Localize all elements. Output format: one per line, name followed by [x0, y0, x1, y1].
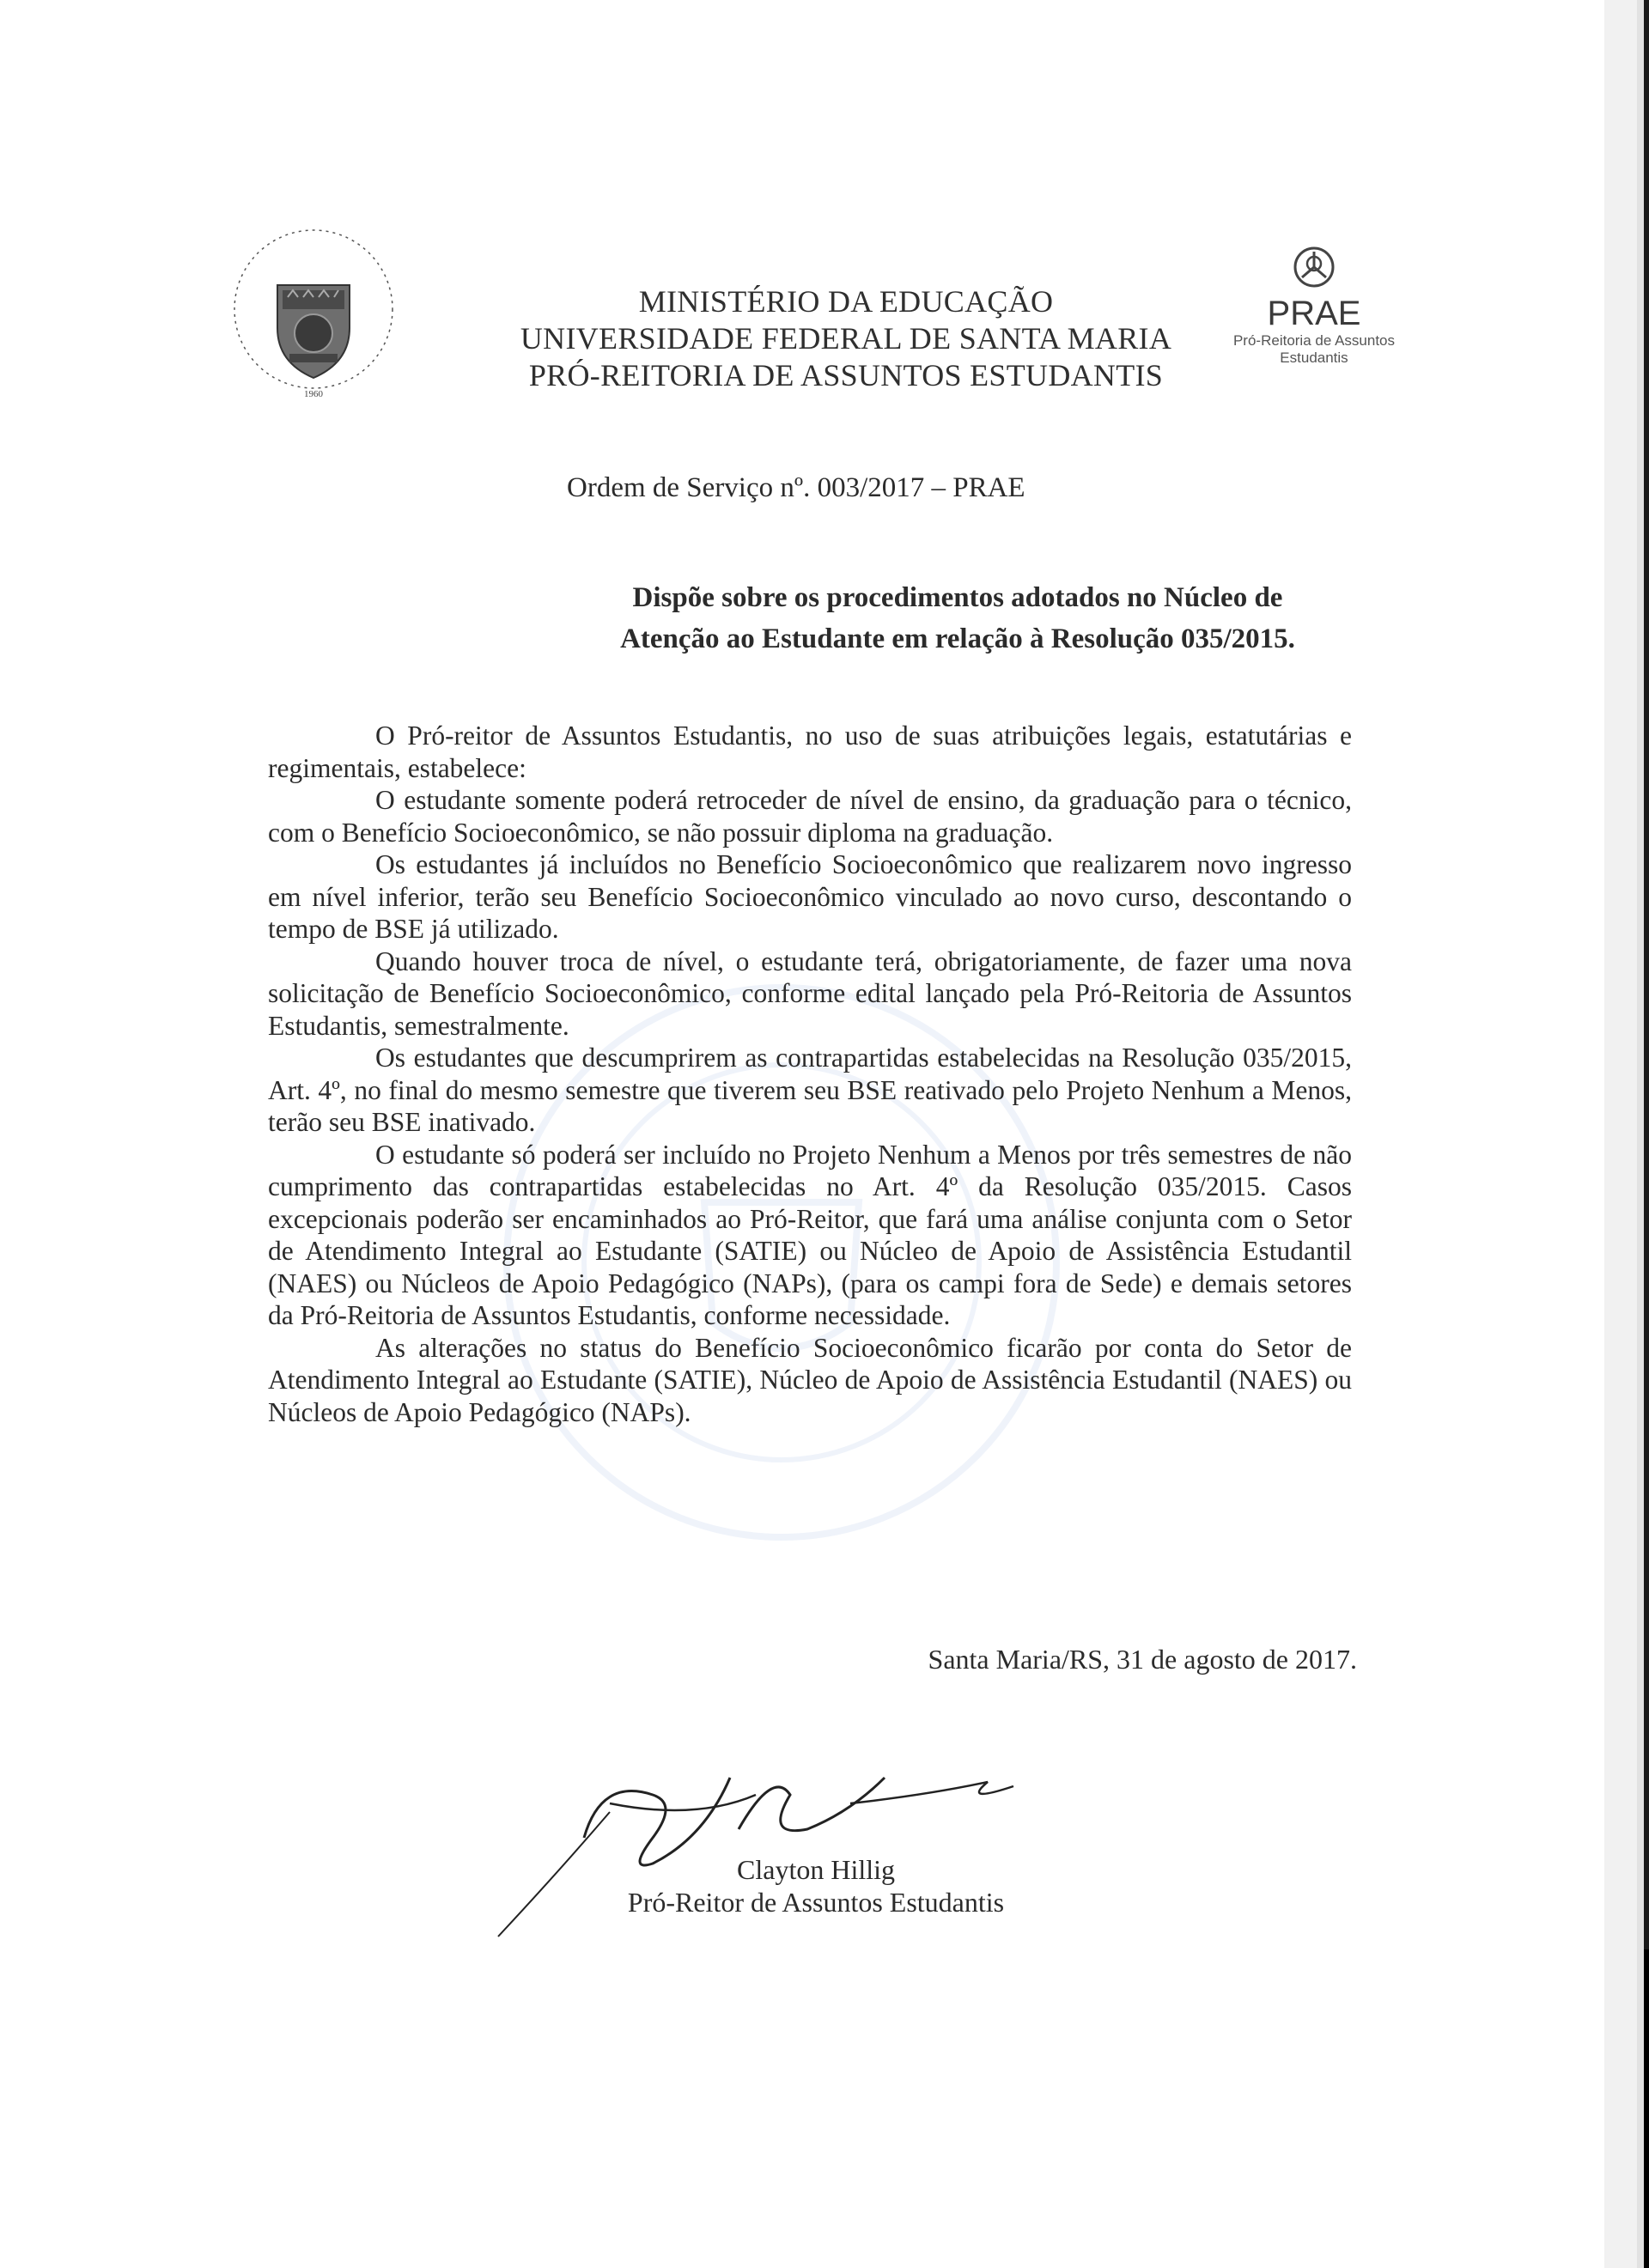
- order-title: Ordem de Serviço nº. 003/2017 – PRAE: [567, 472, 1025, 503]
- prae-subtitle-line2: Estudantis: [1280, 350, 1348, 366]
- crest-year: 1960: [304, 389, 323, 399]
- document-header: [481, 283, 1211, 394]
- university-crest-icon: [228, 225, 399, 405]
- body-paragraph: O estudante somente poderá retroceder de nível de ensino, da graduação para o técnico, com o Benefício Socioeconômico, se não possuir diploma na graduação.: [268, 785, 1352, 848]
- body-paragraph: Os estudantes que descumprirem as contrapartidas estabelecidas na Resolução 035/2015, Art. 4º, no final do mesmo semestre que tiverem seu BSE reativado pelo Projeto Nenhum a Menos, terão seu BSE inativado.: [268, 1043, 1352, 1137]
- signer-block: [593, 1853, 1039, 1918]
- header-office: PRÓ-REITORIA DE ASSUNTOS ESTUDANTIS: [528, 358, 1164, 392]
- header-university: UNIVERSIDADE FEDERAL DE SANTA MARIA: [520, 321, 1172, 356]
- place-and-date: Santa Maria/RS, 31 de agosto de 2017.: [928, 1644, 1357, 1675]
- prae-logo: [1220, 245, 1409, 367]
- document-body: [268, 720, 1352, 1428]
- signer-name: Clayton Hillig: [737, 1854, 895, 1885]
- header-ministry: MINISTÉRIO DA EDUCAÇÃO: [638, 284, 1054, 319]
- body-paragraph: O estudante só poderá ser incluído no Projeto Nenhum a Menos por três semestres de não cumprimento das contrapartidas estabelecidas no Art. 4º da Resolução 035/2015. Casos excepcionais poderão ser encaminhados ao Pró-Reitor, que fará uma análise conjunta com o Setor de Atendimento Integral ao Estudante (SATIE) ou Núcleo de Apoio de Assistência Estudantil (NAES) ou Núcleos de Apoio Pedagógico (NAPs), (para os campi fora de Sede) e demais setores da Pró-Reitoria de Assuntos Estudantis, conforme necessidade.: [268, 1139, 1352, 1330]
- scan-page-edge: [1604, 0, 1649, 2268]
- body-paragraph: As alterações no status do Benefício Socioeconômico ficarão por conta do Setor de Atendimento Integral ao Estudante (SATIE), Núcleo de Apoio de Assistência Estudantil (NAES) ou Núcleos de Apoio Pedagógico (NAPs).: [268, 1332, 1352, 1427]
- subject-line1: Dispõe sobre os procedimentos adotados no Núcleo de: [632, 582, 1283, 613]
- signer-title: Pró-Reitor de Assuntos Estudantis: [627, 1887, 1005, 1918]
- body-paragraph: Quando houver troca de nível, o estudante terá, obrigatoriamente, de fazer uma nova solicitação de Benefício Socioeconômico, conforme edital lançado pela Pró-Reitoria de Assuntos Estudantis, semestralmente.: [268, 946, 1352, 1041]
- prae-emblem-icon: [1292, 245, 1336, 289]
- prae-acronym: PRAE: [1267, 295, 1361, 332]
- body-paragraph: O Pró-reitor de Assuntos Estudantis, no uso de suas atribuições legais, estatutárias e regimentais, estabelece:: [268, 721, 1352, 783]
- scan-edge-mark: [1644, 1949, 1649, 2268]
- prae-subtitle-line1: Pró-Reitoria de Assuntos: [1232, 332, 1396, 349]
- subject-line2: Atenção ao Estudante em relação à Resolução 035/2015.: [620, 623, 1295, 654]
- body-paragraph: Os estudantes já incluídos no Benefício Socioeconômico que realizarem novo ingresso em nível inferior, terão seu Benefício Socioeconômico vinculado ao novo curso, descontando o tempo de BSE já utilizado.: [268, 849, 1352, 944]
- document-subject: [593, 577, 1323, 660]
